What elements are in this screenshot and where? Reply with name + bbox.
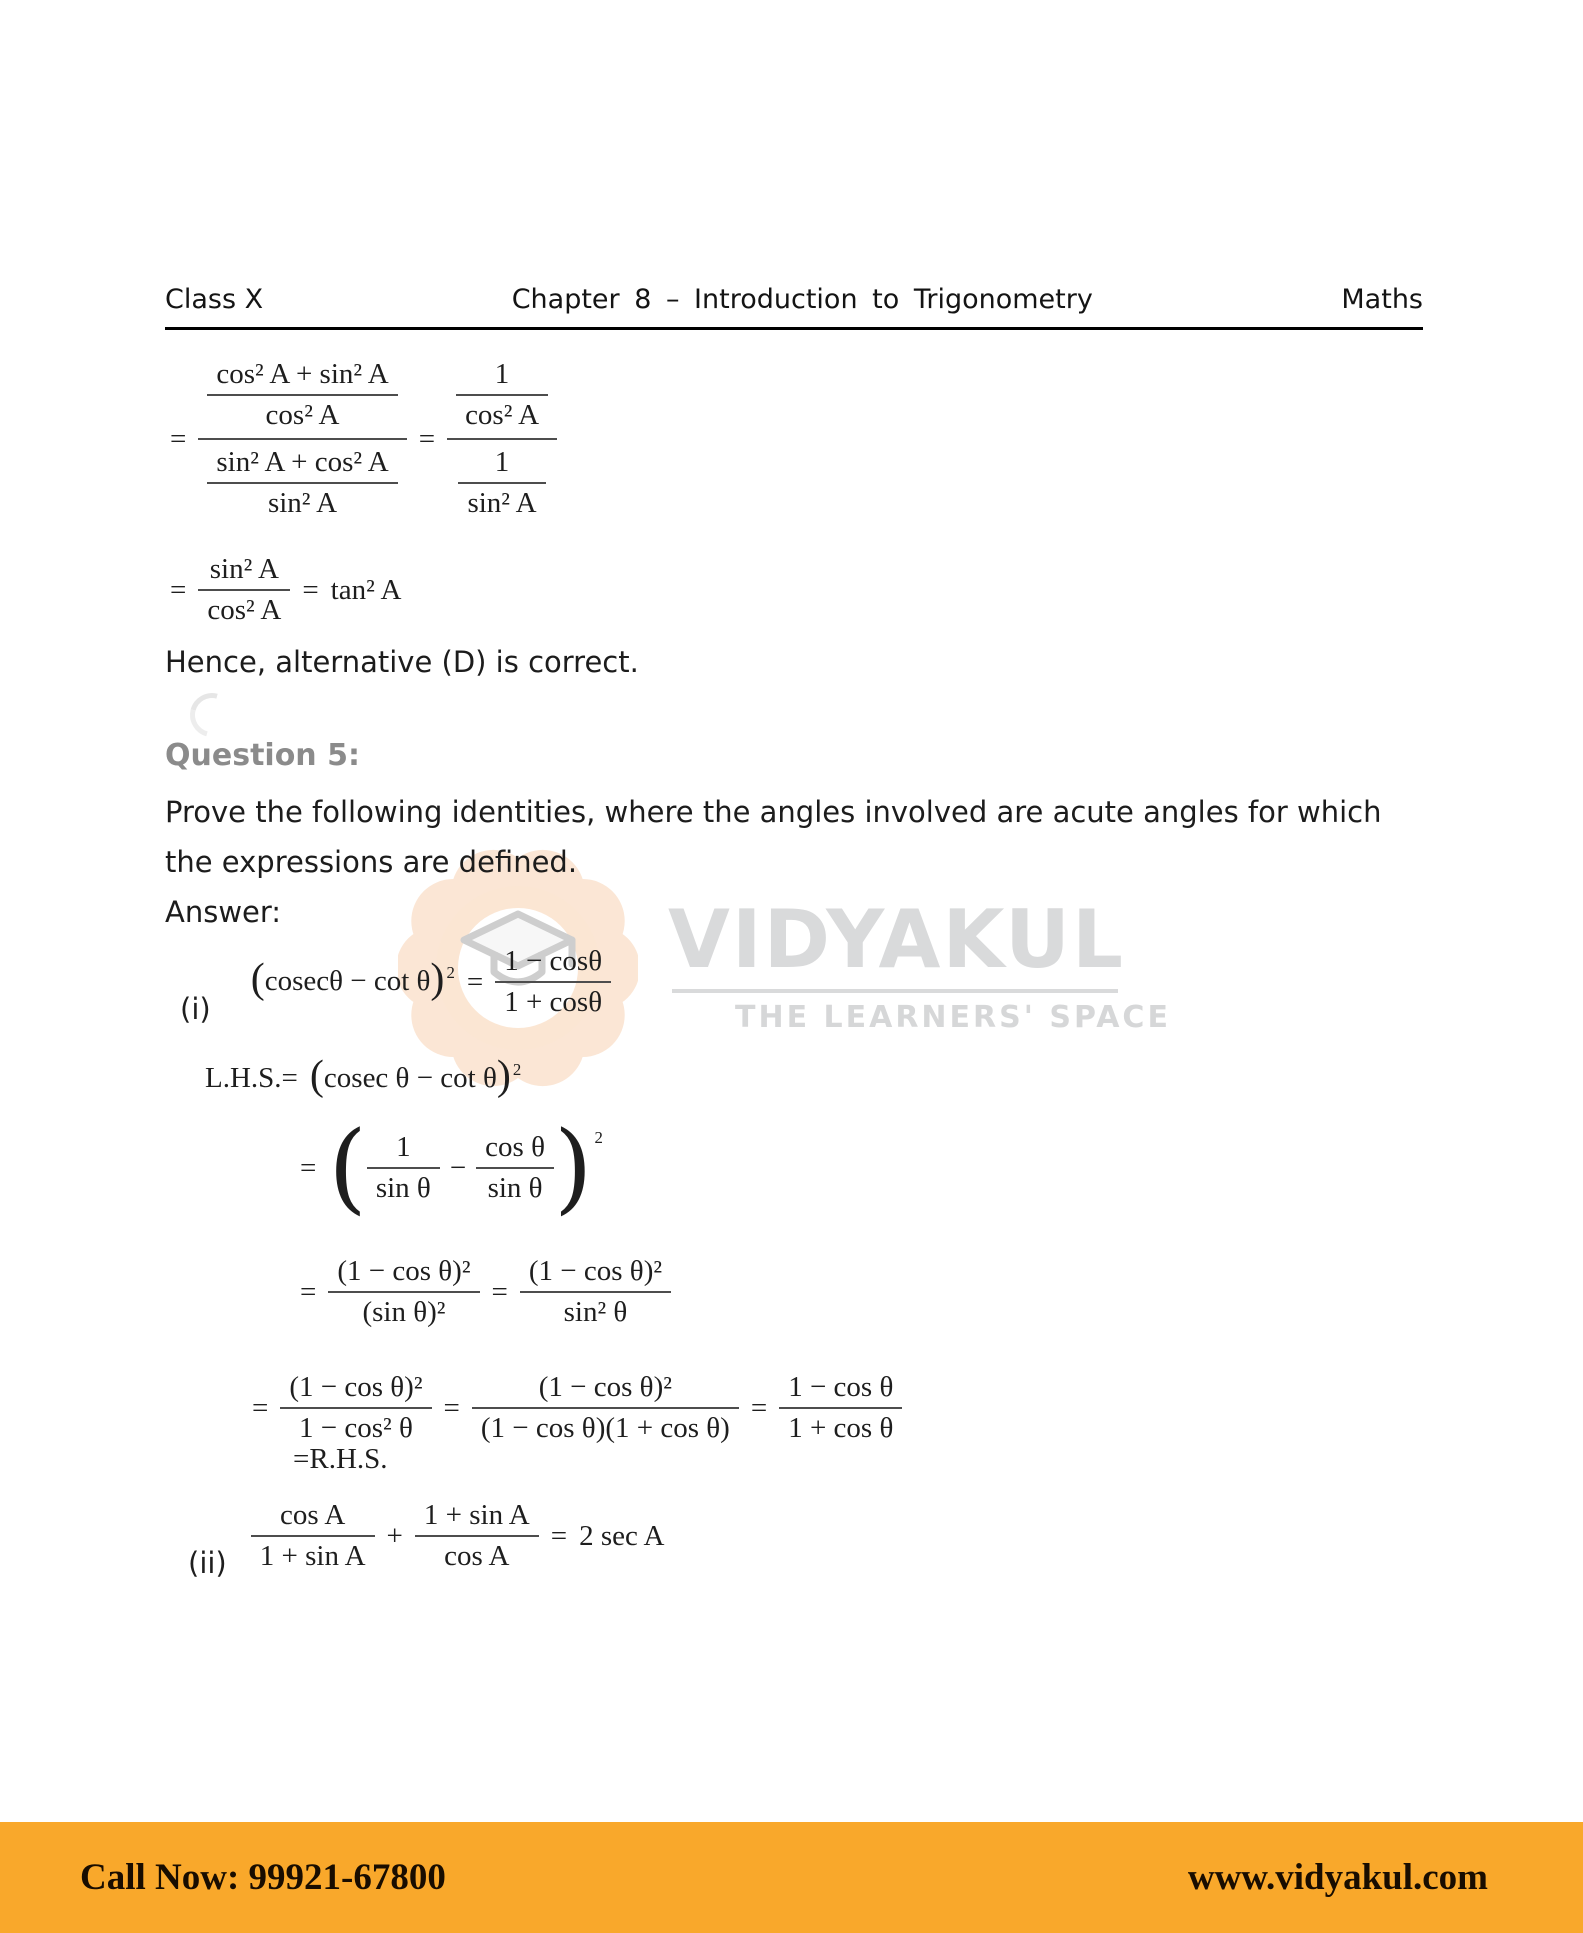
math-operator: = [443,1391,460,1424]
header-chapter-title: Chapter 8 – Introduction to Trigonometry [511,284,1093,315]
fraction [520,1252,671,1332]
question-text-line1: Prove the following identities, where the angles involved are acute angles for which [165,795,1382,829]
proof-step-3 [300,1252,671,1332]
denominator: 1 + cos θ [788,1412,894,1444]
proof-step-4 [252,1368,902,1448]
denominator: 1 − cos² θ [299,1412,413,1444]
denominator: sin² θ [563,1296,628,1328]
proof-step-1 [205,1053,522,1099]
exponent: 2 [512,1060,522,1079]
math-operator: = [302,573,319,606]
numerator: cos² A + sin² A [207,355,397,396]
fraction [328,1252,479,1332]
math-operator: = [550,1519,568,1552]
fraction [367,1128,440,1208]
numerator: sin² A + cos² A [207,443,397,484]
math-result: 2 sec A [579,1519,665,1552]
math-operator: = [418,422,436,455]
watermark-underline [672,989,1118,993]
header-divider [165,327,1423,330]
fraction [251,1496,375,1576]
denominator: sin θ [375,1172,431,1204]
denominator: (1 − cos θ)(1 + cos θ) [480,1412,730,1444]
paren: ) [553,1109,593,1225]
paren: ( [328,1109,367,1225]
exponent: 2 [446,963,455,983]
squared-group [309,1053,522,1099]
numerator: (1 − cos θ)² [520,1252,671,1293]
denominator: cos² A [465,399,540,431]
fraction [415,1496,539,1576]
equation-line-1 [170,352,557,526]
numerator: 1 − cos θ [779,1368,902,1409]
numerator: 1 [456,355,548,396]
math-operator: = [300,1275,317,1308]
fraction [458,443,545,523]
numerator: sin² A [198,550,290,591]
paren: ) [496,1053,511,1099]
denominator: sin θ [487,1172,543,1204]
item-label: (i) [180,992,211,1026]
denominator: cos² A [207,594,282,626]
question-text-line2: the expressions are defined. [165,845,578,879]
page-header [165,284,1423,315]
fraction [198,352,406,526]
math-operator: + [386,1519,403,1552]
fraction [456,355,548,435]
watermark-tagline: THE LEARNERS' SPACE [735,1000,1171,1035]
denominator: sin² A [467,487,537,519]
math-term: cosec θ − cot θ [323,1062,497,1095]
header-class: Class X [165,284,264,315]
numerator: cos θ [476,1128,554,1169]
footer-website: www.vidyakul.com [1187,1857,1488,1898]
numerator: 1 − cosθ [495,942,611,983]
numerator: 1 + sin A [415,1496,539,1537]
fraction [447,352,557,526]
answer-label: Answer: [165,895,282,929]
equation-line-2 [170,550,401,630]
paren: ) [430,956,445,1003]
squared-group [250,956,455,1003]
math-operator: = [170,573,187,606]
math-operator: = [252,1391,269,1424]
numerator: (1 − cos θ)² [472,1368,739,1409]
denominator: (sin θ)² [362,1296,446,1328]
fraction [472,1368,739,1448]
squared-group [328,1109,603,1225]
denominator: sin² A [267,487,338,519]
numerator: 1 [458,443,545,484]
fraction [280,1368,431,1448]
exponent: 2 [594,1128,603,1147]
fraction [207,443,397,523]
proof-step-2 [300,1109,603,1225]
math-operator: = [750,1391,768,1424]
math-lead: L.H.S.= [205,1062,298,1095]
math-result: tan² A [330,573,402,606]
footer-phone: Call Now: 99921-67800 [80,1857,446,1898]
paren: ( [309,1053,324,1099]
denominator: cos A [444,1540,510,1572]
math-operator: − [449,1151,467,1184]
denominator: cos² A [265,399,340,431]
math-operator: = [170,422,187,455]
math-operator: = [300,1151,317,1184]
fraction [779,1368,902,1448]
math-operator: = [466,965,484,998]
watermark-brand: VIDYAKUL [668,893,1125,986]
item-label: (ii) [188,1546,227,1580]
proof-step-5 [293,1443,388,1476]
fraction [495,942,611,1022]
identity-i [180,942,611,1026]
fraction [207,355,397,435]
fraction [476,1128,554,1208]
math-operator: = [491,1275,508,1308]
math-term: cosecθ − cot θ [264,965,431,998]
denominator: 1 + cosθ [504,986,603,1018]
numerator: 1 [367,1128,440,1169]
conclusion-text: Hence, alternative (D) is correct. [165,645,639,679]
watermark-crescent [182,685,242,745]
math-result: =R.H.S. [293,1443,388,1475]
numerator: (1 − cos θ)² [280,1368,431,1409]
page-footer [0,1822,1583,1933]
paren: ( [250,956,265,1003]
identity-ii [188,1496,665,1580]
fraction [198,550,290,630]
numerator: (1 − cos θ)² [328,1252,479,1293]
numerator: cos A [251,1496,375,1537]
header-subject: Maths [1341,284,1423,315]
denominator: 1 + sin A [259,1540,366,1572]
question-title: Question 5: [165,738,360,773]
